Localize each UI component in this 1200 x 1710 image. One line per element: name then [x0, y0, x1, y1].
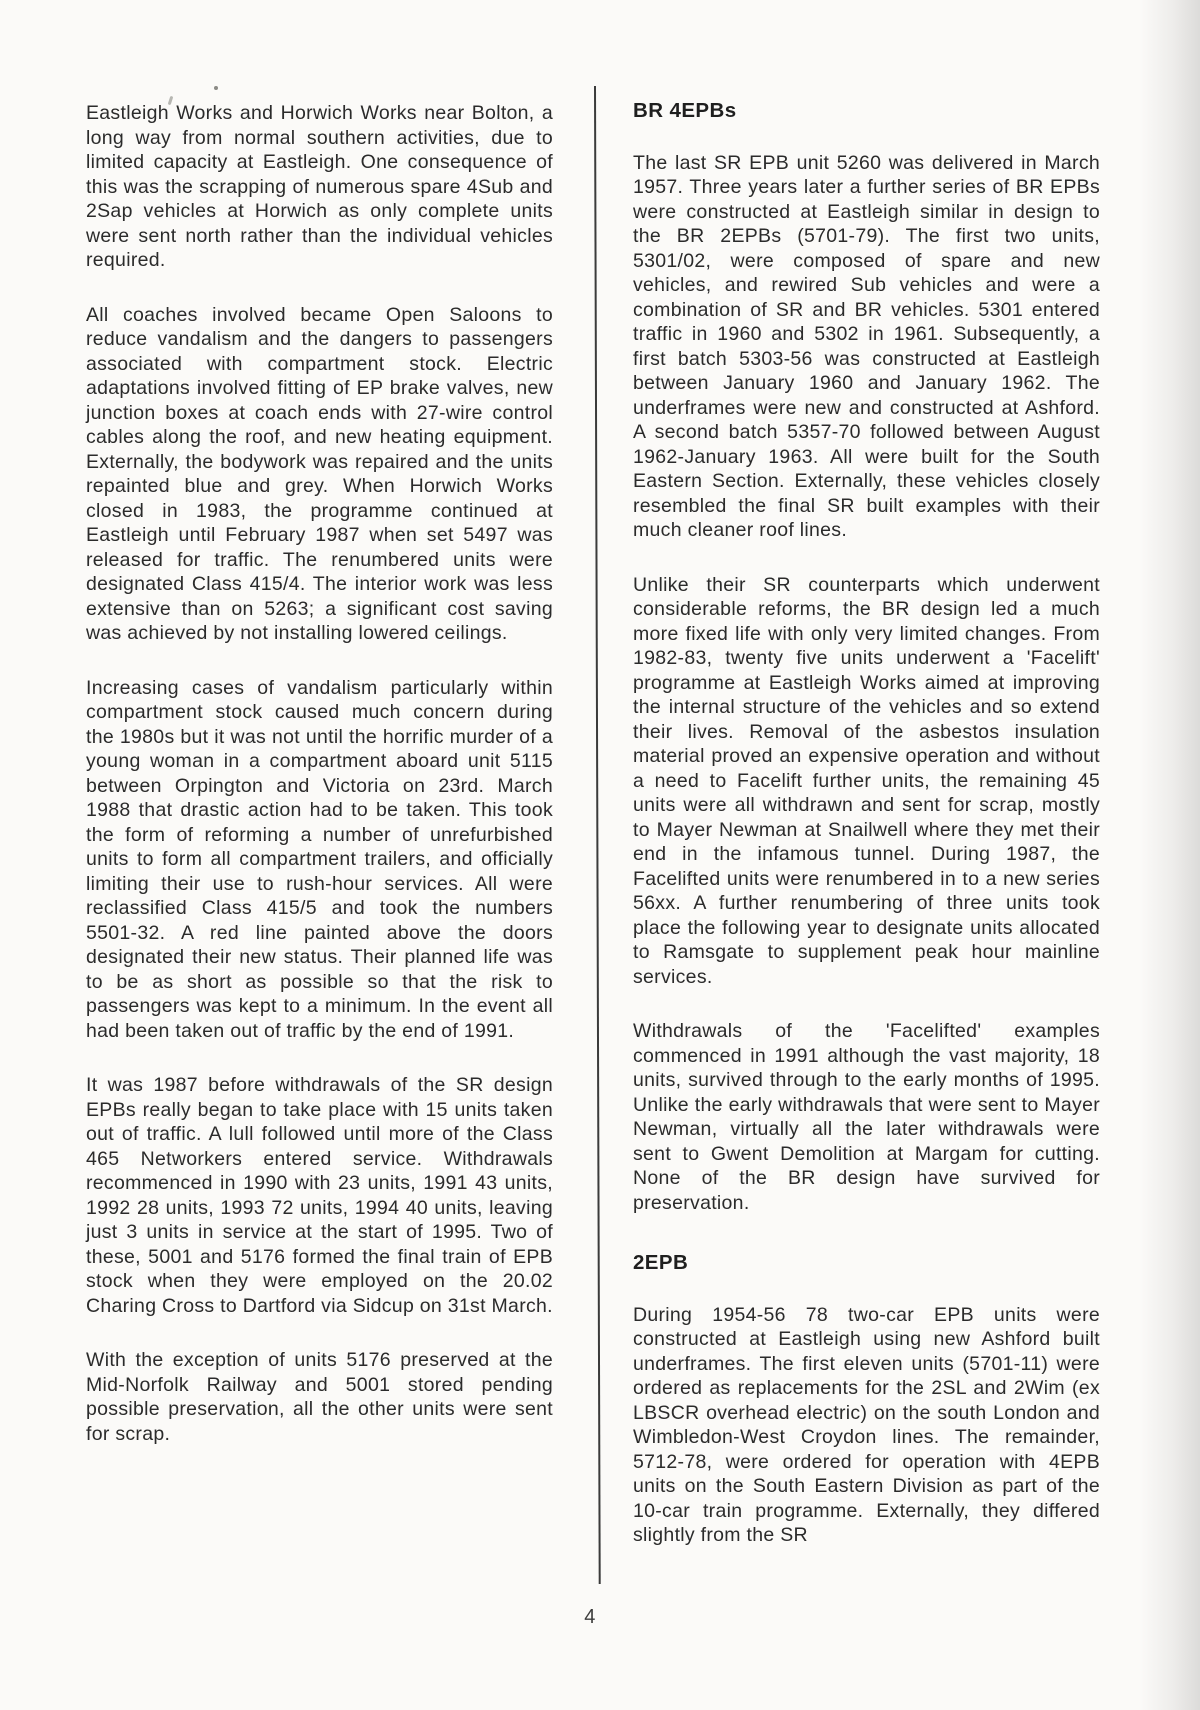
paragraph: Increasing cases of vandalism particularly within compartment stock caused much concern during the 1980s but it was not until the horrific murder of a young woman in a compartment aboard unit 5115 between Orpington and Victoria on 23rd. March 1988 that drastic action had to be taken. This took the form of reforming a number of unrefurbished units to form all compartment trailers, and officially limiting their use to rush-hour services. All were reclassified Class 415/5 and took the numbers 5501-32. A red line painted above the doors designated their new status. Their planned life was to be as short as possible so that the risk to passengers was kept to a minimum. In the event all had been taken out of traffic by the end of 1991. — [86, 676, 553, 1042]
paragraph: During 1954-56 78 two-car EPB units were constructed at Eastleigh using new Ashford built underframes. The first eleven units (5701-11) were ordered as replacements for the 2SL and 2Wim (ex LBSCR overhead electric) on the south London and Wimbledon-West Croydon lines. The remainder, 5712-78, were ordered for operation with 4EPB units on the South Eastern Division as part of the 10-car train programme. Externally, they differed slightly from the SR — [633, 1303, 1100, 1546]
paragraph: Withdrawals of the 'Facelifted' examples commenced in 1991 although the vast majority, 18 units, survived through to the early months of 1995. Unlike the early withdrawals that were sent to Mayer Newman, virtually all the later withdrawals were sent to Gwent Demolition at Margam for cutting. None of the BR design have survived for preservation. — [633, 1020, 1100, 1214]
paragraph: With the exception of units 5176 preserved at the Mid-Norfolk Railway and 5001 stored pending possible preservation, all the other units were sent for scrap. — [86, 1349, 553, 1445]
paragraph: Eastleigh Works and Horwich Works near Bolton, a long way from normal southern activities, due to limited capacity at Eastleigh. One consequence of this was the scrapping of numerous spare 4Sub and 2Sap vehicles at Horwich as only complete units were sent north rather than the individual vehicles required. — [86, 102, 553, 271]
paragraph: It was 1987 before withdrawals of the SR design EPBs really began to take place with 15 units taken out of traffic. A lull followed until more of the Class 465 Networkers entered service. Withdrawals recommenced in 1990 with 23 units, 1991 43 units, 1992 28 units, 1993 72 units, 1994 40 units, leaving just 3 units in service at the start of 1995. Two of these, 5001 and 5176 formed the final train of EPB stock when they were employed on the 20.02 Charing Cross to Dartford via Sidcup on 31st March. — [86, 1074, 553, 1317]
left-column — [86, 101, 553, 1476]
right-column — [633, 99, 1100, 1578]
page-edge-shadow — [1140, 0, 1200, 1710]
paragraph: All coaches involved became Open Saloons to reduce vandalism and the dangers to passengers associated with compartment stock. Electric adaptations involved fitting of EP brake valves, new junction boxes at coach ends with 27-wire control cables along the roof, and new heating equipment. Externally, the bodywork was repaired and the units repainted blue and grey. When Horwich Works closed in 1983, the programme continued at Eastleigh until February 1987 when set 5497 was released for traffic. The renumbered units were designated Class 415/4. The interior work was less extensive than on 5263; a significant cost saving was achieved by not installing lowered ceilings. — [86, 303, 553, 644]
scan-speck-dot — [214, 86, 218, 90]
page-number: 4 — [584, 1606, 596, 1628]
paragraph: The last SR EPB unit 5260 was delivered in March 1957. Three years later a further series of BR EPBs were constructed at Eastleigh similar in design to the BR 2EPBs (5701-79). The first two units, 5301/02, were composed of spare and new vehicles, and rewired Sub vehicles and were a combination of SR and BR vehicles. 5301 entered traffic in 1960 and 5302 in 1961. Subsequently, a first batch 5303-56 was constructed at Eastleigh between January 1960 and January 1962. The underframes were new and constructed at Ashford. A second batch 5357-70 followed between August 1962-January 1963. All were built for the South Eastern Section. Externally, these vehicles closely resembled the final SR built examples with their much cleaner roof lines. — [633, 151, 1100, 541]
section-heading-2epb: 2EPB — [633, 1251, 689, 1274]
section-heading-br-4epbs: BR 4EPBs — [633, 99, 737, 122]
paragraph: Unlike their SR counterparts which underwent considerable reforms, the BR design led a much more fixed life with only very limited changes. From 1982-83, twenty five units underwent a 'Facelift' programme at Eastleigh Works aimed at improving the internal structure of the vehicles and so extend their lives. Removal of the asbestos insulation material proved an expensive operation and without a need to Facelift further units, the remaining 45 units were all withdrawn and sent for scrap, mostly to Mayer Newman at Snailwell where they met their end in the infamous tunnel. During 1987, the Facelifted units were renumbered in to a new series 56xx. A further renumbering of three units took place the following year to designate units allocated to Ramsgate to supplement peak hour mainline services. — [633, 573, 1100, 988]
column-divider-rule — [594, 86, 601, 1584]
